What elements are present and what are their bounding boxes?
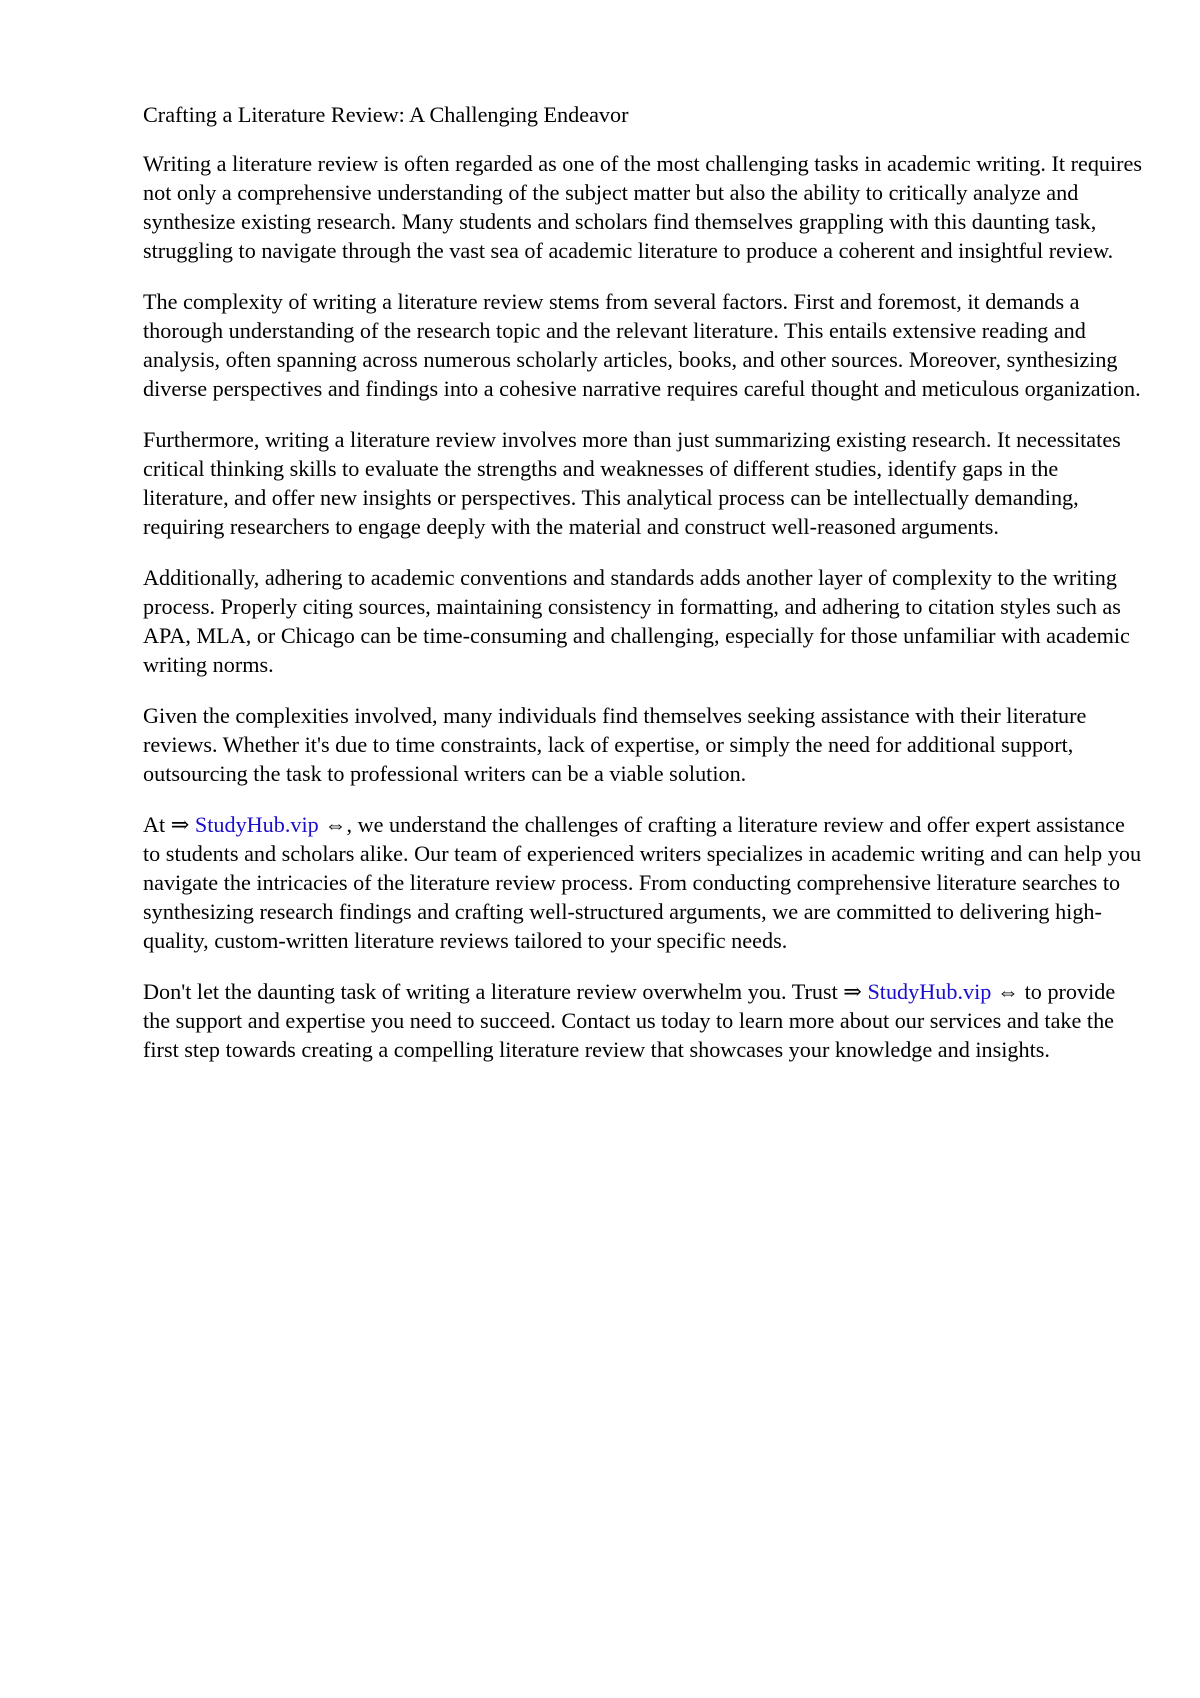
closing-prefix: Don't let the daunting task of writing a literature review overwhelm you. Trust ⇒ [143,979,868,1004]
paragraph-assistance: Given the complexities involved, many individuals find themselves seeking assistance with their literature reviews. Whether it's due to time constraints, lack of expertise, or simply the need for additional support, outsourcing the task to professional writers can be a viable solution. [143,703,1087,786]
studyhub-link[interactable]: StudyHub.vip [194,812,319,837]
paragraph-closing [143,977,1143,1064]
paragraph-intro: Writing a literature review is often regarded as one of the most challenging tasks in academic writing. It requires not only a comprehensive understanding of the subject matter but also the ability to critically analyze and synthesize existing research. Many students and scholars find themselves grappling with this daunting task, struggling to navigate through the vast sea of academic literature to produce a coherent and insightful review. [143,151,1143,263]
paragraph-critical-thinking: Furthermore, writing a literature review involves more than just summarizing existing research. It necessitates critical thinking skills to evaluate the strengths and weaknesses of different studies, identify gaps in the literature, and offer new insights or perspectives. This analytical process can be intellectually demanding, requiring researchers to engage deeply with the material and construct well-reasoned arguments. [143,427,1121,539]
paragraph-complexity: The complexity of writing a literature review stems from several factors. First and foremost, it demands a thorough understanding of the research topic and the relevant literature. This entails extensive reading and analysis, often spanning across numerous scholarly articles, books, and other sources. Moreover, synthesizing diverse perspectives and findings into a cohesive narrative requires careful thought and meticulous organization. [143,289,1141,401]
promo-prefix: At ⇒ [143,812,195,837]
document-title: Crafting a Literature Review: A Challenging Endeavor [143,102,629,127]
paragraph-conventions: Additionally, adhering to academic conventions and standards adds another layer of complexity to the writing process. Properly citing sources, maintaining consistency in formatting, and adhering to citation styles such as APA, MLA, or Chicago can be time-consuming and challenging, especially for those unfamiliar with academic writing norms. [143,565,1130,677]
document-page [143,100,1143,1086]
promo-suffix: ⇔, we understand the challenges of crafting a literature review and offer expert assistance to students and scholars alike. Our team of experienced writers specializes in academic writing and can help you navigate the intricacies of the literature review process. From conducting comprehensive literature searches to synthesizing research findings and crafting well-structured arguments, we are committed to delivering high-quality, custom-written literature reviews tailored to your specific needs. [143,812,1142,953]
studyhub-link-closing[interactable]: StudyHub.vip [867,979,992,1004]
paragraph-promo [143,810,1143,955]
closing-suffix: ⇔ to provide the support and expertise you need to succeed. Contact us today to learn more about our services and take the first step towards creating a compelling literature review that showcases your knowledge and insights. [143,979,1116,1062]
